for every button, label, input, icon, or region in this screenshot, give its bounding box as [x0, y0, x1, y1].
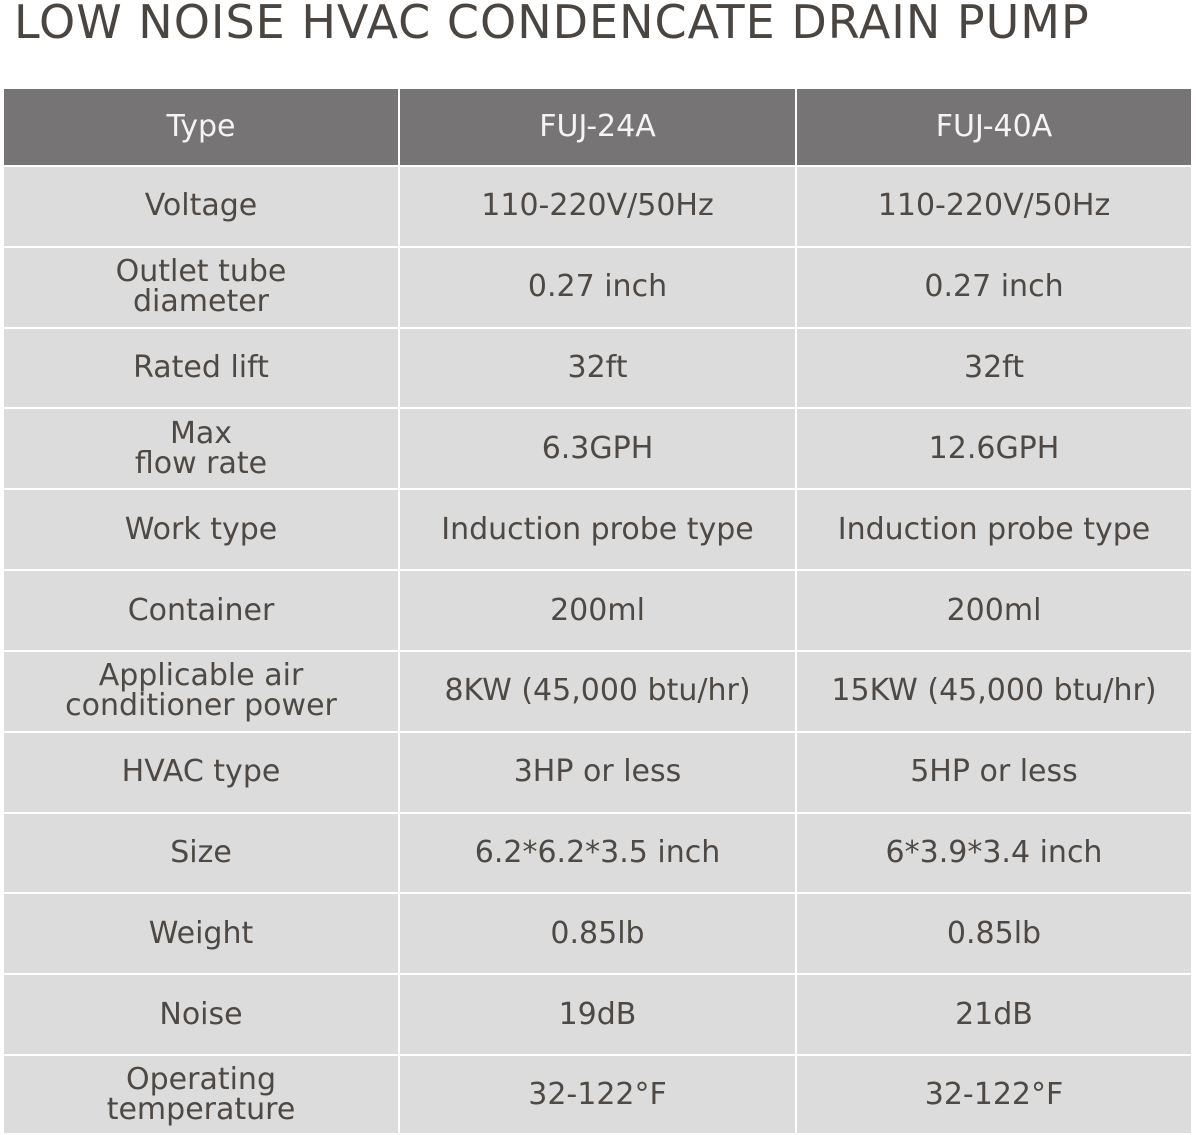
- row-label: Noise: [3, 974, 399, 1055]
- value-fuj-40a: 200ml: [796, 570, 1192, 651]
- value-fuj-24a: 3HP or less: [399, 732, 796, 813]
- value-fuj-40a: 32-122°F: [796, 1055, 1192, 1134]
- value-fuj-40a: 12.6GPH: [796, 408, 1192, 489]
- spec-table: [2, 87, 1193, 1135]
- value-fuj-24a: 6.2*6.2*3.5 inch: [399, 813, 796, 894]
- table-row: [3, 570, 1192, 651]
- table-row: [3, 166, 1192, 247]
- table-row: [3, 651, 1192, 732]
- value-fuj-40a: 15KW (45,000 btu/hr): [796, 651, 1192, 732]
- value-fuj-24a: 8KW (45,000 btu/hr): [399, 651, 796, 732]
- header-model-fuj-24a: FUJ-24A: [399, 88, 796, 166]
- table-row: [3, 489, 1192, 570]
- value-fuj-40a: Induction probe type: [796, 489, 1192, 570]
- table-row: [3, 974, 1192, 1055]
- table-row: [3, 893, 1192, 974]
- value-fuj-24a: 32ft: [399, 328, 796, 409]
- value-fuj-40a: 6*3.9*3.4 inch: [796, 813, 1192, 894]
- row-label: Outlet tube diameter: [3, 247, 399, 328]
- value-fuj-24a: 6.3GPH: [399, 408, 796, 489]
- table-row: [3, 813, 1192, 894]
- header-type: Type: [3, 88, 399, 166]
- value-fuj-24a: 110-220V/50Hz: [399, 166, 796, 247]
- value-fuj-40a: 110-220V/50Hz: [796, 166, 1192, 247]
- value-fuj-24a: 32-122°F: [399, 1055, 796, 1134]
- table-row: [3, 247, 1192, 328]
- row-label: Max flow rate: [3, 408, 399, 489]
- value-fuj-24a: 200ml: [399, 570, 796, 651]
- value-fuj-24a: Induction probe type: [399, 489, 796, 570]
- value-fuj-40a: 32ft: [796, 328, 1192, 409]
- row-label: Voltage: [3, 166, 399, 247]
- row-label: Weight: [3, 893, 399, 974]
- row-label: Operating temperature: [3, 1055, 399, 1134]
- value-fuj-40a: 0.85lb: [796, 893, 1192, 974]
- value-fuj-40a: 0.27 inch: [796, 247, 1192, 328]
- value-fuj-24a: 19dB: [399, 974, 796, 1055]
- table-row: [3, 732, 1192, 813]
- value-fuj-24a: 0.27 inch: [399, 247, 796, 328]
- row-label: Size: [3, 813, 399, 894]
- table-row: [3, 408, 1192, 489]
- table-row: [3, 328, 1192, 409]
- value-fuj-40a: 5HP or less: [796, 732, 1192, 813]
- table-header-row: [3, 88, 1192, 166]
- row-label: Work type: [3, 489, 399, 570]
- row-label: Rated lift: [3, 328, 399, 409]
- table-row: [3, 1055, 1192, 1134]
- page-title: LOW NOISE HVAC CONDENCATE DRAIN PUMP: [14, 0, 1090, 49]
- row-label: HVAC type: [3, 732, 399, 813]
- value-fuj-24a: 0.85lb: [399, 893, 796, 974]
- header-model-fuj-40a: FUJ-40A: [796, 88, 1192, 166]
- value-fuj-40a: 21dB: [796, 974, 1192, 1055]
- row-label: Applicable air conditioner power: [3, 651, 399, 732]
- row-label: Container: [3, 570, 399, 651]
